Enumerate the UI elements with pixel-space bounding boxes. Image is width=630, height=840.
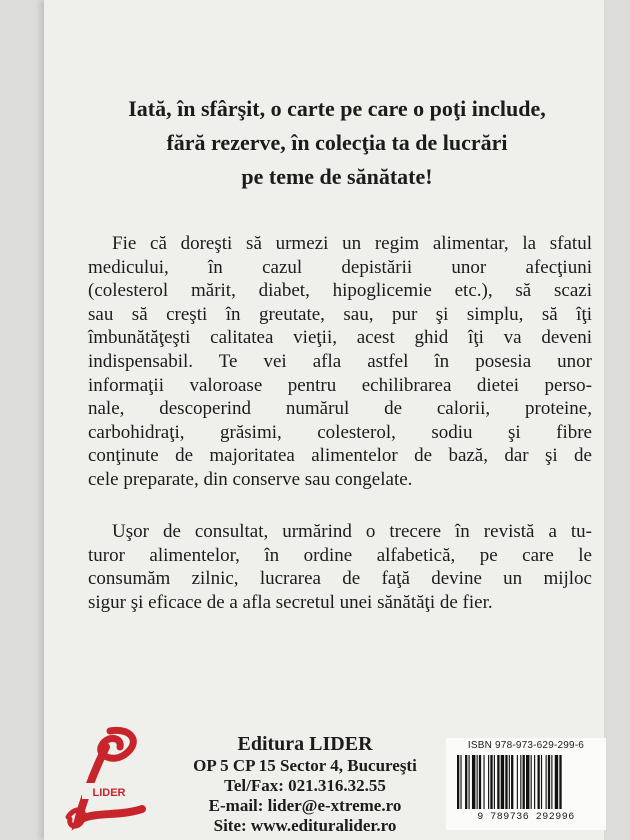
publisher-email: E-mail: lider@e-xtreme.ro (208, 796, 402, 815)
text-line: nale, descoperind numărul de calorii, proteine, (88, 398, 592, 420)
barcode-bar (531, 755, 532, 809)
text-line: Uşor de consultat, urmărind o trecere în revistă a tu- (112, 521, 592, 542)
barcode-bar (534, 755, 535, 809)
lider-logo (62, 725, 148, 833)
barcode-bar (477, 755, 478, 809)
isbn-barcode-block (446, 738, 606, 830)
description-paragraph-2 (88, 520, 592, 614)
barcode-bar (479, 755, 481, 809)
barcode-bar (551, 755, 552, 809)
logo-text: LIDER (92, 787, 126, 799)
headline-line: pe teme de sănătate! (241, 164, 433, 189)
barcode-bar (483, 755, 484, 809)
barcode-bar (465, 755, 467, 809)
text-line: consumăm zilnic, lucrarea de faţă devine un mijloc (88, 568, 592, 590)
publisher-info (175, 734, 435, 836)
text-line: Fie că doreşti să urmezi un regim alimentar, la sfatul (112, 233, 592, 254)
text-line: indispensabil. Te vei afla astfel în posesia unor (88, 350, 592, 372)
barcode-bar (472, 755, 475, 809)
barcode-bar (538, 755, 540, 809)
isbn-digits: 9 789736 292996 (477, 812, 575, 823)
barcode-bar (546, 755, 547, 809)
publisher-phone: Tel/Fax: 021.316.32.55 (224, 776, 386, 795)
text-line: carbohidraţi, grăsimi, colesterol, sodiu şi fibre (88, 421, 592, 443)
barcode-bar (497, 755, 499, 809)
barcode-bar (505, 755, 507, 809)
barcode-bar (460, 755, 461, 809)
barcode-bar (457, 755, 459, 809)
barcode-bar (494, 755, 495, 809)
publisher-name: Editura LIDER (237, 733, 373, 755)
text-line: cele preparate, din conserve sau congelate. (88, 468, 413, 490)
text-line: informaţii valoroase pentru echilibrarea dietei perso- (88, 374, 592, 396)
text-line: sau să creşti în greutate, sau, pur şi simplu, să îţi (88, 303, 592, 325)
barcode-bar (548, 755, 550, 809)
text-line: turor alimentelor, în ordine alfabetică, pe care le (88, 544, 592, 566)
barcode-bar (520, 755, 521, 809)
barcode-bar (511, 755, 513, 809)
text-line: (colesterol mărit, diabet, hipoglicemie etc.), să scazi (88, 280, 592, 302)
publisher-address: OP 5 CP 15 Sector 4, Bucureşti (193, 756, 417, 775)
barcode-bar (559, 755, 561, 809)
text-line: conţinute de majoritatea alimentelor de bază, dar şi de (88, 445, 592, 467)
barcode-bar (488, 755, 489, 809)
isbn-label: ISBN 978-973-629-299-6 (467, 740, 585, 751)
barcode-bar (490, 755, 492, 809)
lider-logo-graphic (62, 725, 148, 833)
publisher-site: Site: www.edituralider.ro (213, 816, 397, 835)
barcode-bar (526, 755, 529, 809)
headline-line: fără rezerve, în colecţia ta de lucrări (166, 130, 508, 155)
headline (44, 92, 630, 194)
barcode-bar (541, 755, 542, 809)
barcode-bar (469, 755, 470, 809)
description-paragraph-1 (88, 232, 592, 492)
barcode (451, 753, 601, 811)
barcode-bar (523, 755, 525, 809)
barcode-bar (501, 755, 504, 809)
barcode-bar (555, 755, 558, 809)
headline-line: Iată, în sfârşit, o carte pe care o poţi include, (128, 96, 546, 121)
text-line: sigur şi eficace de a afla secretul unei sănătăţi de fier. (88, 591, 493, 613)
text-line: îmbunătăţeşti calitatea vieţii, acest ghid îţi va deveni (88, 327, 592, 349)
text-line: medicului, în cazul depistării unor afecţiuni (88, 256, 592, 278)
barcode-bar (517, 755, 518, 809)
barcode-bar (509, 755, 510, 809)
